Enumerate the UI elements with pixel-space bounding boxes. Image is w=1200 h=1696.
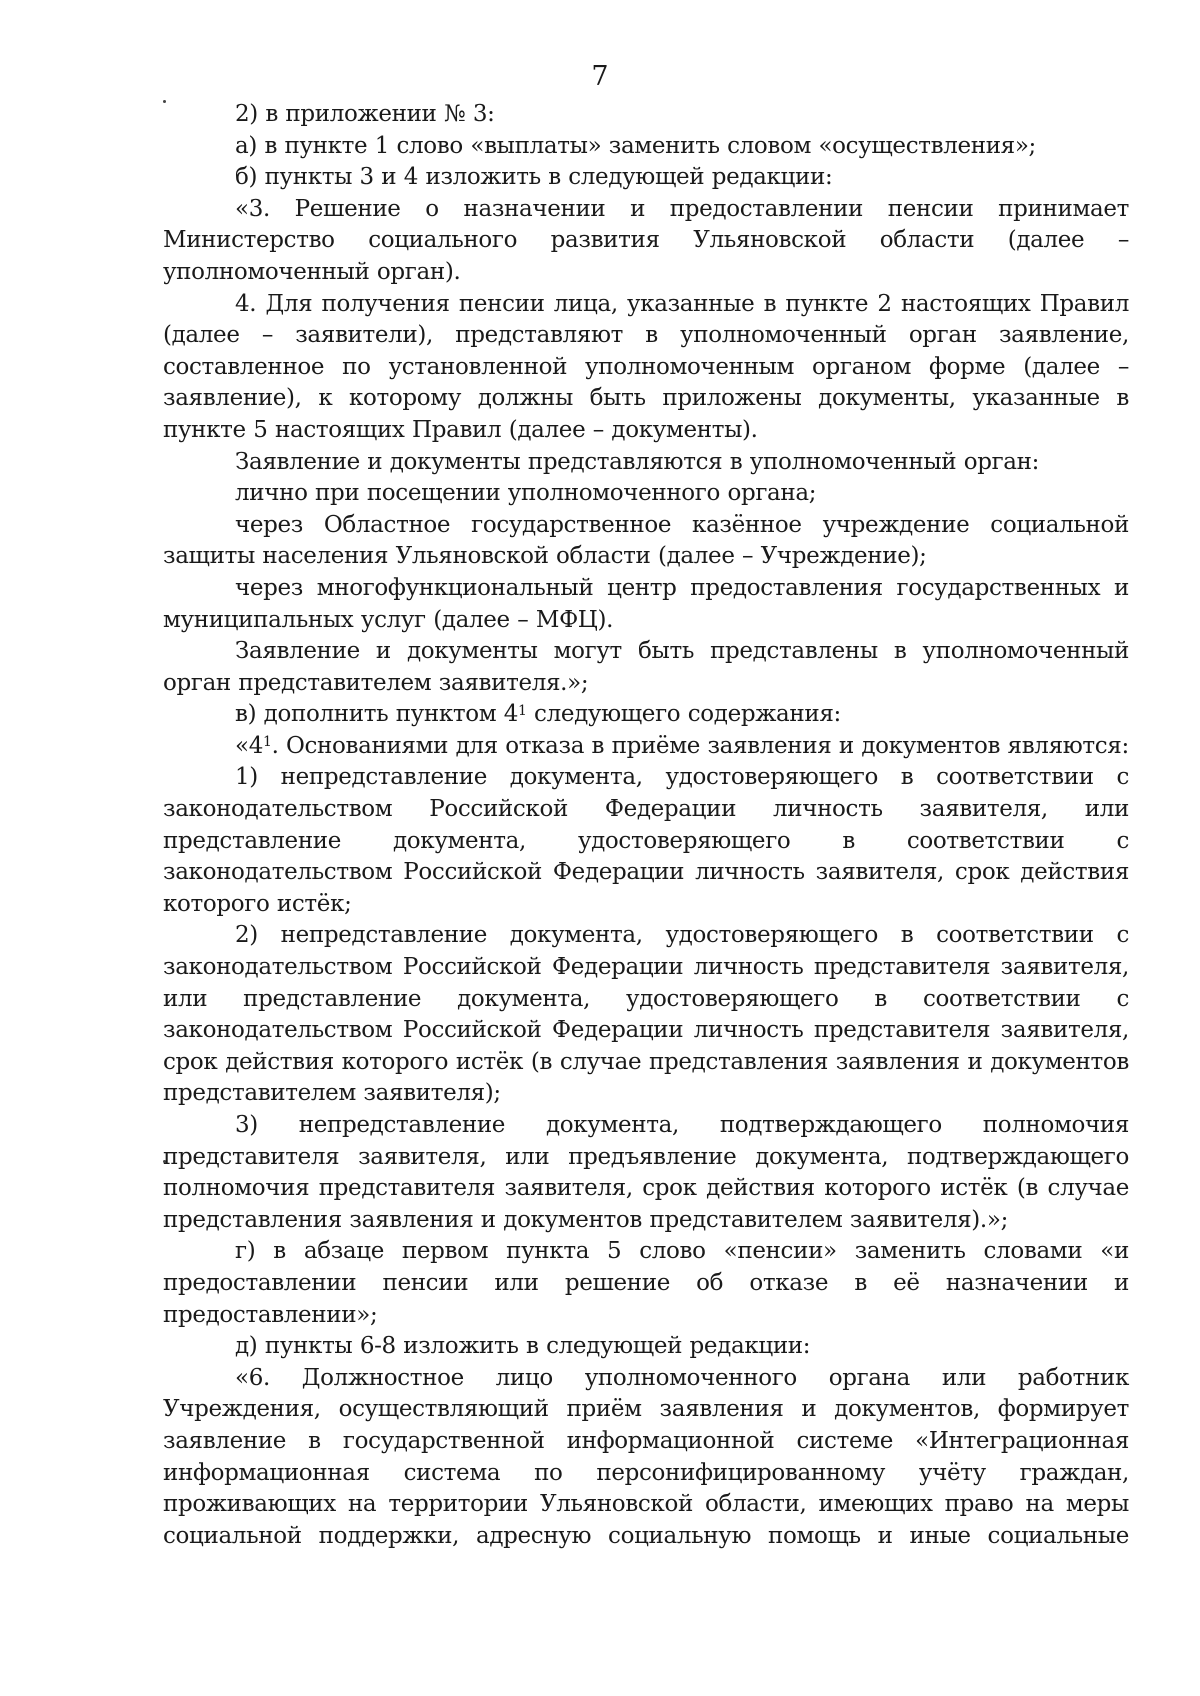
paragraph-subitem-v — [163, 699, 1129, 731]
paragraph-submission-intro: Заявление и документы представляются в уполномоченный орган: — [235, 448, 1040, 475]
paragraph-submission-in-person: лично при посещении уполномоченного органа; — [235, 480, 817, 507]
paragraph-submission-mfc: через многофункциональный центр предоставления государственных и муниципальных услуг (далее – МФЦ). — [163, 574, 1129, 633]
superscript: 1 — [263, 734, 272, 751]
paragraph-point-4: 4. Для получения пенсии лица, указанные в пункте 2 настоящих Правил (далее – заявители), представляют в уполномоченный орган заявление, составленное по установленной уполномоченным органом форме (далее – заявление), к которому должны быть приложены документы, указанные в пункте 5 настоящих Правил (далее – документы). — [163, 290, 1129, 443]
paragraph-point-6: «6. Должностное лицо уполномоченного органа или работник Учреждения, осуществляющий приём заявления и документов, формирует заявление в государственной информационной системе «Интеграционная информационная система по персонифицированному учёту граждан, проживающих на территории Ульяновской области, имеющих право на меры социальной поддержки, адресную социальную помощь и иные социальные — [163, 1364, 1129, 1549]
paragraph-submission-representative: Заявление и документы могут быть представлены в уполномоченный орган представителем заявителя.»; — [163, 638, 1129, 696]
text-fragment: в) дополнить пунктом 4 — [235, 701, 519, 728]
text-fragment: следующего содержания: — [526, 701, 841, 728]
paragraph-subitem-d: д) пункты 6-8 изложить в следующей редакции: — [235, 1333, 811, 1360]
page-number: 7 — [591, 61, 609, 92]
paragraph-item-2: 2) в приложении № 3: — [235, 101, 495, 127]
paragraph-point-4-1 — [163, 731, 1129, 763]
paragraph-refusal-2: 2) непредставление документа, удостоверяющего в соответствии с законодательством Российской Федерации личность представителя заявителя, или представление документа, удостоверяющего в соответствии с законодательством Российской Федерации личность представителя заявителя, срок действия которого истёк (в случае представления заявления и документов представителем заявителя); — [163, 922, 1129, 1107]
superscript: 1 — [518, 702, 527, 719]
text-fragment: «4 — [235, 732, 264, 759]
paragraph-refusal-3: 3) непредставление документа, подтверждающего полномочия представителя заявителя, или предъявление документа, подтверждающего полномочия представителя заявителя, срок действия которого истёк (в случае представления заявления и документов представителем заявителя).»; — [163, 1112, 1129, 1233]
paragraph-refusal-1: 1) непредставление документа, удостоверяющего в соответствии с законодательством Российской Федерации личность заявителя, или представление документа, удостоверяющего в соответствии с законодательством Российской Федерации личность заявителя, срок действия которого истёк; — [163, 764, 1129, 917]
paragraph-point-3: «3. Решение о назначении и предоставлении пенсии принимает Министерство социального развития Ульяновской области (далее – уполномоченный орган). — [163, 195, 1129, 285]
paragraph-submission-institution: через Областное государственное казённое учреждение социальной защиты населения Ульяновской области (далее – Учреждение); — [163, 511, 1129, 570]
text-fragment: . Основаниями для отказа в приёме заявления и документов являются: — [271, 732, 1129, 759]
paragraph-subitem-b: б) пункты 3 и 4 изложить в следующей редакции: — [235, 164, 833, 191]
paragraph-subitem-g: г) в абзаце первом пункта 5 слово «пенсии» заменить словами «и предоставлении пенсии или решение об отказе в её назначении и предоставлении»; — [163, 1238, 1129, 1328]
document-body — [163, 99, 1129, 1552]
paragraph-subitem-a: а) в пункте 1 слово «выплаты» заменить словом «осуществления»; — [235, 132, 1036, 159]
